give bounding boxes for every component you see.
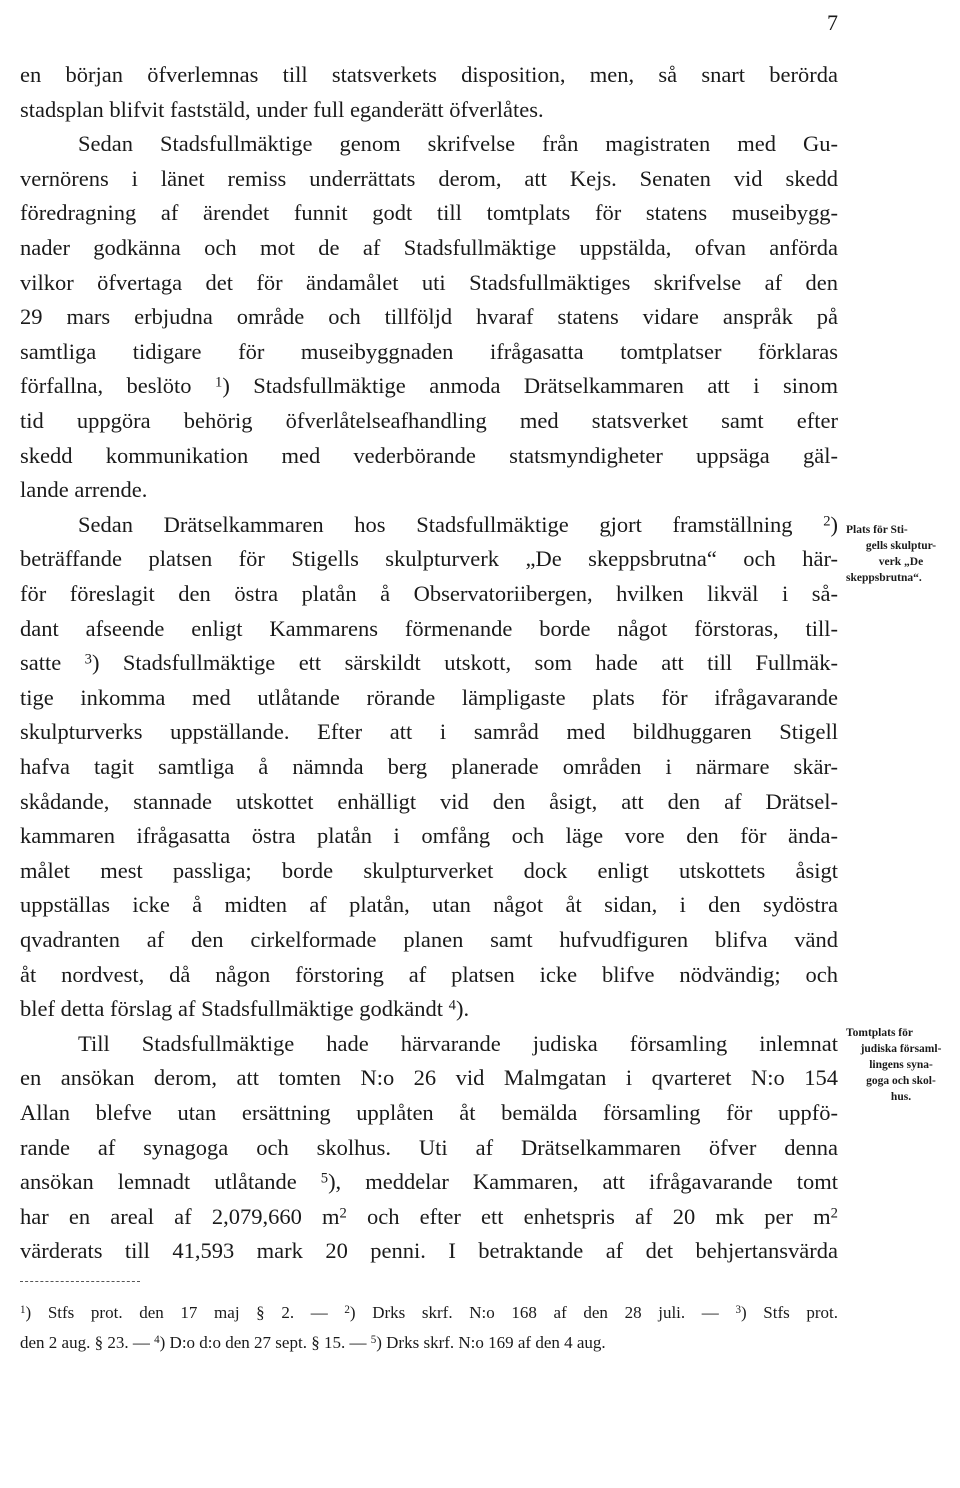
page-number: 7: [827, 10, 838, 35]
superscript: 1: [215, 374, 223, 391]
body-line: nader godkänna och mot de af Stadsfullmäktige uppstälda, ofvan anförda: [20, 235, 838, 260]
margin-note-line: Tomtplats för: [846, 1027, 913, 1039]
footnote-line: $^1$) Stfs prot. den 17 maj § 2. — $^2$) Drks skrf. N:o 168 af den 28 juli. — $^3$) Stfs prot.: [20, 1303, 839, 1322]
body-line: 29 mars erbjudna område och tillföljd hvaraf statens vidare anspråk på: [20, 304, 838, 330]
superscript: 2: [344, 1304, 350, 1317]
body-line: skedd kommunikation med vederbörande statsmyndigheter uppsäga gäl-: [20, 442, 838, 468]
superscript: 4: [154, 1334, 160, 1347]
superscript: 3: [84, 651, 92, 668]
body-line: hafva tagit samtliga å nämnda berg planerade områden i närmare skär-: [20, 754, 838, 779]
margin-note-line: lingens syna-: [869, 1059, 933, 1071]
superscript: 2: [823, 513, 831, 530]
body-line: värderats till 41,593 mark 20 penni. I betraktande af det behjertansvärda: [20, 1238, 838, 1264]
superscript: 4: [448, 997, 456, 1014]
margin-note-line: verk „De: [878, 556, 924, 568]
body-line: vilkor öfvertaga det för ändamålet uti Stadsfullmäktiges skrifvelse af den: [20, 269, 838, 295]
body-line: förfallna, beslöto $^1$) Stadsfullmäktige anmoda Drätselkammaren att i sinom: [20, 373, 839, 399]
body-line: en början öfverlemnas till statsverkets disposition, men, så snart berörda: [20, 62, 838, 87]
body-line: en ansökan derom, att tomten N:o 26 vid Malmgatan i qvarteret N:o 154: [20, 1065, 838, 1091]
body-line: vernörens i länet remiss underrättats derom, att Kejs. Senaten vid skedd: [20, 165, 838, 191]
body-line: Till Stadsfullmäktige hade härvarande judiska församling inlemnat: [78, 1030, 838, 1056]
superscript: 3: [735, 1304, 741, 1317]
body-line: för föreslagit den östra platån å Observatoriibergen, hvilken likväl i så-: [20, 581, 838, 606]
body-line: ansökan lemnadt utlåtande $^5$), meddelar Kammaren, att ifrågavarande tomt: [20, 1169, 838, 1195]
body-line: Allan blefve utan ersättning upplåten åt bemälda församling för uppfö-: [20, 1100, 838, 1125]
footnote-rule: [20, 1281, 140, 1282]
body-line: skådande, stannade utskottet enhälligt vid den åsigt, att den af Drätsel-: [20, 788, 838, 814]
body-line: målet mest passliga; borde skulpturverket dock enligt utskottets åsigt: [20, 857, 838, 883]
body-line: föredragning af ärendet funnit godt till tomtplats för statens museibygg-: [20, 200, 838, 226]
superscript: 2: [339, 1205, 347, 1222]
body-line: stadsplan blifvit faststäld, under full eganderätt öfverlåtes.: [20, 96, 544, 122]
body-line: beträffande platsen för Stigells skulpturverk „De skeppsbrutna“ och här-: [20, 546, 838, 572]
body-line: Sedan Stadsfullmäktige genom skrifvelse från magistraten med Gu-: [78, 131, 838, 157]
body-line: satte $^3$) Stadsfullmäktige ett särskildt utskott, som hade att till Fullmäk-: [20, 650, 839, 676]
body-line: skulpturverks uppställande. Efter att i samråd med bildhuggaren Stigell: [20, 719, 838, 745]
body-line: dant afseende enligt Kammarens förmenande borde något förstoras, till-: [20, 615, 838, 641]
superscript: 5: [370, 1334, 377, 1347]
body-line: tid uppgöra behörig öfverlåtelseafhandling med statsverket samt efter: [20, 408, 838, 433]
superscript: 1: [20, 1304, 26, 1317]
body-line: blef detta förslag af Stadsfullmäktige godkändt $^4$).: [20, 996, 470, 1022]
body-line: tige inkomma med utlåtande rörande lämpligaste plats för ifrågavarande: [20, 684, 838, 710]
superscript: 5: [320, 1170, 329, 1187]
body-line: åt nordvest, då någon förstoring af platsen icke blifve nödvändig; och: [20, 961, 838, 987]
margin-note-line: judiska församl-: [860, 1043, 942, 1055]
body-line: Sedan Drätselkammaren hos Stadsfullmäktige gjort framställning $^2$): [78, 511, 838, 537]
body-line: lande arrende.: [20, 477, 148, 503]
body-line: qvadranten af den cirkelformade planen samt hufvudfiguren blifva vänd: [20, 927, 838, 952]
margin-note-line: skeppsbrutna“.: [846, 572, 922, 584]
body-line: kammaren ifrågasatta östra platån i omfång och läge vore den för ända-: [20, 823, 838, 849]
footnote-line: den 2 aug. § 23. — $^4$) D:o d:o den 27 sept. § 15. — $^5$) Drks skrf. N:o 169 af den 4 aug.: [20, 1333, 606, 1352]
body-line: uppställas icke å midten af platån, utan något åt sidan, i den sydöstra: [20, 892, 838, 918]
superscript: 2: [830, 1205, 838, 1222]
body-line: samtliga tidigare för museibyggnaden ifrågasatta tomtplatser förklaras: [20, 338, 838, 364]
body-line: har en areal af 2,079,660 $m^2$ och efter ett enhetspris af 20 mk per $m^2$: [20, 1203, 838, 1229]
margin-note-line: goga och skol-: [866, 1075, 936, 1087]
body-line: rande af synagoga och skolhus. Uti af Drätselkammaren öfver denna: [20, 1134, 838, 1160]
margin-note-line: Plats för Sti-: [846, 524, 908, 536]
margin-note-line: hus.: [890, 1091, 912, 1103]
margin-note-line: gells skulptur-: [865, 540, 937, 552]
